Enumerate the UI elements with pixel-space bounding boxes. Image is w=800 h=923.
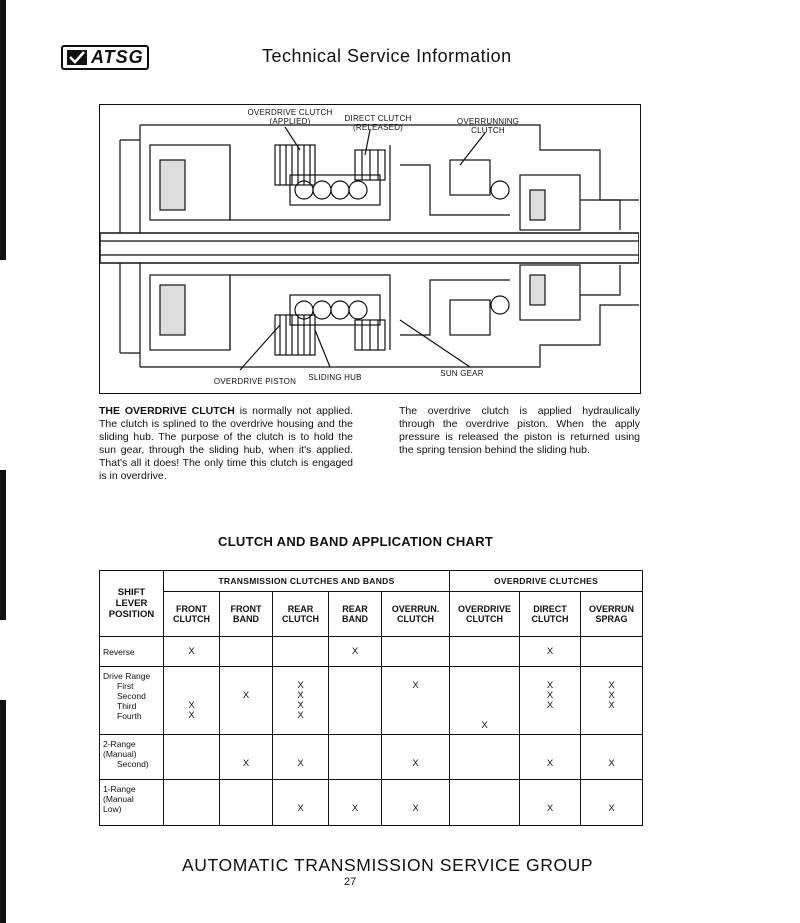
chart-row [100, 780, 643, 826]
transmission-cross-section-drawing [100, 105, 639, 392]
clutch-band-application-chart [99, 570, 643, 826]
column-header: REAR BAND [329, 592, 382, 637]
binding-edge-top [0, 0, 6, 260]
chart-cell: X [581, 780, 643, 826]
chart-cell: X [382, 780, 450, 826]
chart-cell: X [581, 735, 643, 780]
chart-cell: X X X [520, 667, 581, 735]
column-header: OVERRUN SPRAG [581, 592, 643, 637]
chart-cell: X [520, 637, 581, 667]
chart-cell: X [520, 735, 581, 780]
chart-cell: X [329, 637, 382, 667]
page-number: 27 [344, 876, 357, 888]
chart-cell: X [329, 780, 382, 826]
label-direct-clutch-released: DIRECT CLUTCH (RELEASED) [344, 114, 412, 132]
column-header-row [100, 592, 643, 637]
chart-cell: X [520, 780, 581, 826]
column-header: OVERDRIVE CLUTCH [450, 592, 520, 637]
paragraph-overdrive-clutch-description [99, 405, 353, 483]
label-overdrive-clutch-applied: OVERDRIVE CLUTCH (APPLIED) [247, 108, 333, 126]
column-header: REAR CLUTCH [273, 592, 329, 637]
chart-title: CLUTCH AND BAND APPLICATION CHART [218, 534, 494, 549]
chart-cell [581, 637, 643, 667]
chart-cell [220, 780, 273, 826]
atsg-logo [61, 45, 149, 70]
column-header: FRONT CLUTCH [164, 592, 220, 637]
binding-edge-middle [0, 470, 6, 620]
page-title: Technical Service Information [262, 46, 512, 66]
row-label: Reverse [100, 637, 164, 667]
label-sun-gear: SUN GEAR [440, 369, 484, 378]
paragraph-overdrive-clutch-apply: The overdrive clutch is applied hydraulically through the overdrive piston. When the apply pressure is released the piston is returned using the spring tension behind the sliding hub. [399, 405, 640, 456]
chart-cell [450, 780, 520, 826]
chart-cell: X [164, 637, 220, 667]
chart-row [100, 667, 643, 735]
chart-cell [220, 637, 273, 667]
chart-body [100, 637, 643, 826]
chart-row [100, 637, 643, 667]
chart-cell [329, 735, 382, 780]
chart-cell: X X [164, 667, 220, 735]
shift-lever-position-header: SHIFT LEVER POSITION [100, 571, 164, 637]
checkmark-icon [67, 50, 87, 65]
logo-text: ATSG [91, 47, 144, 67]
paragraph-lead: THE OVERDRIVE CLUTCH [99, 405, 235, 417]
chart-cell: X X X X [273, 667, 329, 735]
chart-cell [164, 735, 220, 780]
paragraph-body: is normally not applied. The clutch is splined to the overdrive housing and the sliding hub. The purpose of the clutch is to hold the sun gear, through the sliding hub, when it's applied. That's all it does! The only time this clutch is engaged is in overdrive. [99, 405, 353, 482]
chart-cell [329, 667, 382, 735]
chart-cell: X X X [581, 667, 643, 735]
column-header: OVERRUN. CLUTCH [382, 592, 450, 637]
column-header: FRONT BAND [220, 592, 273, 637]
footer-organization: AUTOMATIC TRANSMISSION SERVICE GROUP [182, 855, 594, 875]
chart-cell: X [450, 667, 520, 735]
chart-cell [273, 637, 329, 667]
overdrive-group-header: OVERDRIVE CLUTCHES [450, 571, 643, 592]
chart-cell [450, 637, 520, 667]
chart-cell: X [220, 735, 273, 780]
row-label: 2-Range (Manual) Second) [100, 735, 164, 780]
chart-cell: X [382, 667, 450, 735]
chart-cell: X [273, 735, 329, 780]
chart-row [100, 735, 643, 780]
chart-cell: X [220, 667, 273, 735]
row-label: Drive Range First Second Third Fourth [100, 667, 164, 735]
binding-edge-bottom [0, 700, 6, 923]
column-header: DIRECT CLUTCH [520, 592, 581, 637]
chart-cell [450, 735, 520, 780]
label-sliding-hub: SLIDING HUB [308, 373, 362, 382]
chart-cell: X [273, 780, 329, 826]
row-label: 1-Range (Manual Low) [100, 780, 164, 826]
label-overrunning-clutch: OVERRUNNING CLUTCH [456, 117, 520, 135]
chart-cell [164, 780, 220, 826]
chart-cell [382, 637, 450, 667]
chart-cell: X [382, 735, 450, 780]
overdrive-cross-section-figure [99, 104, 641, 394]
transmission-group-header: TRANSMISSION CLUTCHES AND BANDS [164, 571, 450, 592]
label-overdrive-piston: OVERDRIVE PISTON [213, 377, 297, 386]
